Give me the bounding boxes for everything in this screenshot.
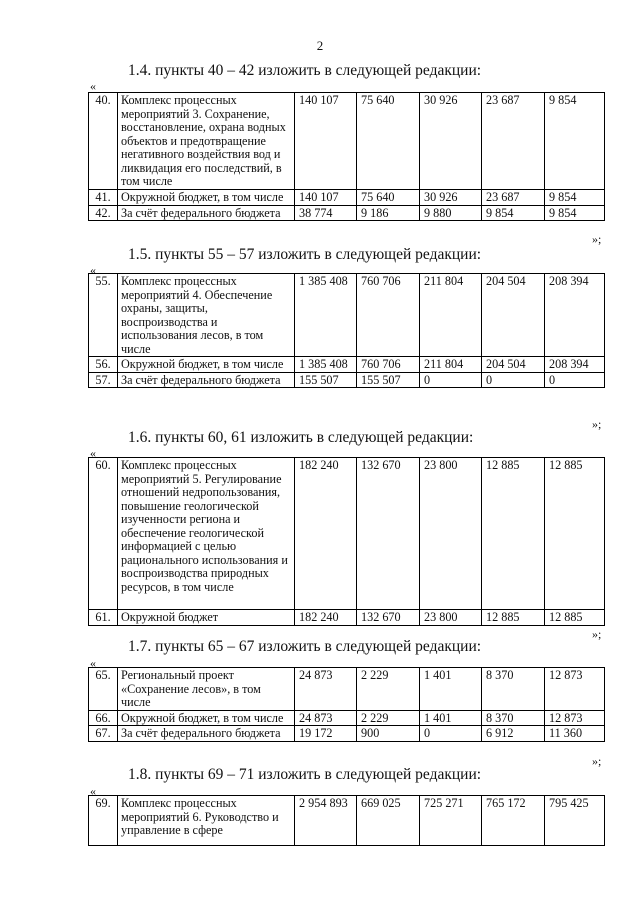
value-cell: 12 873 — [545, 710, 605, 726]
value-cell: 211 804 — [420, 274, 482, 357]
value-cell: 132 670 — [357, 610, 420, 626]
close-quote: »; — [592, 627, 602, 641]
row-description: За счёт федерального бюджета — [118, 205, 295, 221]
row-number: 65. — [89, 668, 118, 711]
row-description: Комплекс процессных мероприятий 5. Регулирование отношений недропользования, повышение геологической изученности региона и обеспечение геологической информацией с целью рационального использования и воспроизводства природных ресурсов, в том числе — [118, 458, 295, 610]
value-cell: 24 873 — [295, 710, 357, 726]
open-quote: « — [90, 446, 96, 460]
value-cell: 9 880 — [420, 205, 482, 221]
section-heading: 1.6. пункты 60, 61 изложить в следующей редакции: — [128, 429, 474, 446]
value-cell: 9 854 — [482, 205, 545, 221]
row-description: Окружной бюджет — [118, 610, 295, 626]
value-cell: 75 640 — [357, 93, 420, 190]
row-number: 56. — [89, 357, 118, 373]
value-cell: 0 — [420, 726, 482, 742]
value-cell: 1 401 — [420, 668, 482, 711]
value-cell: 24 873 — [295, 668, 357, 711]
row-description: Комплекс процессных мероприятий 4. Обеспечение охраны, защиты, воспроизводства и использования лесов, в том числе — [118, 274, 295, 357]
value-cell: 211 804 — [420, 357, 482, 373]
value-cell: 765 172 — [482, 796, 545, 846]
open-quote: « — [90, 263, 96, 277]
value-cell: 140 107 — [295, 190, 357, 206]
table-row — [89, 668, 605, 711]
close-quote: »; — [592, 232, 602, 246]
row-number: 57. — [89, 372, 118, 388]
value-cell: 0 — [420, 372, 482, 388]
section-heading: 1.4. пункты 40 – 42 изложить в следующей редакции: — [128, 62, 482, 79]
value-cell: 208 394 — [545, 357, 605, 373]
value-cell: 140 107 — [295, 93, 357, 190]
table-row — [89, 610, 605, 626]
value-cell: 9 854 — [545, 190, 605, 206]
value-cell: 38 774 — [295, 205, 357, 221]
value-cell: 12 885 — [545, 458, 605, 610]
value-cell: 760 706 — [357, 274, 420, 357]
value-cell: 1 385 408 — [295, 357, 357, 373]
value-cell: 75 640 — [357, 190, 420, 206]
table-row — [89, 372, 605, 388]
value-cell: 11 360 — [545, 726, 605, 742]
value-cell: 725 271 — [420, 796, 482, 846]
data-table — [88, 273, 605, 388]
row-description: Региональный проект «Сохранение лесов», в том числе — [118, 668, 295, 711]
row-description: Окружной бюджет, в том числе — [118, 357, 295, 373]
value-cell: 6 912 — [482, 726, 545, 742]
table-row — [89, 274, 605, 357]
open-quote: « — [90, 656, 96, 670]
value-cell: 204 504 — [482, 274, 545, 357]
value-cell: 23 687 — [482, 190, 545, 206]
value-cell: 12 885 — [545, 610, 605, 626]
row-number: 61. — [89, 610, 118, 626]
close-quote: »; — [592, 754, 602, 768]
value-cell: 1 385 408 — [295, 274, 357, 357]
value-cell: 900 — [357, 726, 420, 742]
table-row — [89, 357, 605, 373]
table-row — [89, 190, 605, 206]
row-number: 42. — [89, 205, 118, 221]
value-cell: 204 504 — [482, 357, 545, 373]
value-cell: 1 401 — [420, 710, 482, 726]
open-quote: « — [90, 79, 96, 93]
value-cell: 9 186 — [357, 205, 420, 221]
row-description: Комплекс процессных мероприятий 3. Сохранение, восстановление, охрана водных объектов и предотвращение негативного воздействия вод и ликвидация его последствий, в том числе — [118, 93, 295, 190]
page-number: 2 — [316, 38, 324, 53]
value-cell: 795 425 — [545, 796, 605, 846]
row-description: За счёт федерального бюджета — [118, 372, 295, 388]
row-number: 67. — [89, 726, 118, 742]
value-cell: 2 954 893 — [295, 796, 357, 846]
value-cell: 23 800 — [420, 458, 482, 610]
row-description: За счёт федерального бюджета — [118, 726, 295, 742]
table-row — [89, 726, 605, 742]
row-description: Окружной бюджет, в том числе — [118, 710, 295, 726]
value-cell: 12 885 — [482, 458, 545, 610]
table-row — [89, 93, 605, 190]
value-cell: 155 507 — [357, 372, 420, 388]
close-quote: »; — [592, 417, 602, 431]
value-cell: 30 926 — [420, 93, 482, 190]
row-description: Комплекс процессных мероприятий 6. Руководство и управление в сфере — [118, 796, 295, 846]
data-table — [88, 92, 605, 221]
table-row — [89, 796, 605, 846]
row-number: 60. — [89, 458, 118, 610]
row-description: Окружной бюджет, в том числе — [118, 190, 295, 206]
value-cell: 0 — [545, 372, 605, 388]
data-table — [88, 795, 605, 846]
value-cell: 8 370 — [482, 710, 545, 726]
value-cell: 23 800 — [420, 610, 482, 626]
section-heading: 1.7. пункты 65 – 67 изложить в следующей редакции: — [128, 638, 482, 655]
value-cell: 208 394 — [545, 274, 605, 357]
data-table — [88, 457, 605, 626]
section-heading: 1.8. пункты 69 – 71 изложить в следующей редакции: — [128, 766, 482, 783]
table-row — [89, 205, 605, 221]
value-cell: 23 687 — [482, 93, 545, 190]
row-number: 40. — [89, 93, 118, 190]
value-cell: 669 025 — [357, 796, 420, 846]
data-table — [88, 667, 605, 742]
open-quote: « — [90, 784, 96, 798]
row-number: 66. — [89, 710, 118, 726]
table-row — [89, 710, 605, 726]
row-number: 55. — [89, 274, 118, 357]
value-cell: 760 706 — [357, 357, 420, 373]
row-number: 69. — [89, 796, 118, 846]
value-cell: 19 172 — [295, 726, 357, 742]
value-cell: 2 229 — [357, 710, 420, 726]
value-cell: 30 926 — [420, 190, 482, 206]
section-heading: 1.5. пункты 55 – 57 изложить в следующей редакции: — [128, 246, 482, 263]
value-cell: 182 240 — [295, 458, 357, 610]
value-cell: 12 885 — [482, 610, 545, 626]
value-cell: 12 873 — [545, 668, 605, 711]
value-cell: 9 854 — [545, 205, 605, 221]
value-cell: 182 240 — [295, 610, 357, 626]
value-cell: 2 229 — [357, 668, 420, 711]
value-cell: 155 507 — [295, 372, 357, 388]
value-cell: 132 670 — [357, 458, 420, 610]
table-row — [89, 458, 605, 610]
row-number: 41. — [89, 190, 118, 206]
value-cell: 0 — [482, 372, 545, 388]
value-cell: 8 370 — [482, 668, 545, 711]
value-cell: 9 854 — [545, 93, 605, 190]
